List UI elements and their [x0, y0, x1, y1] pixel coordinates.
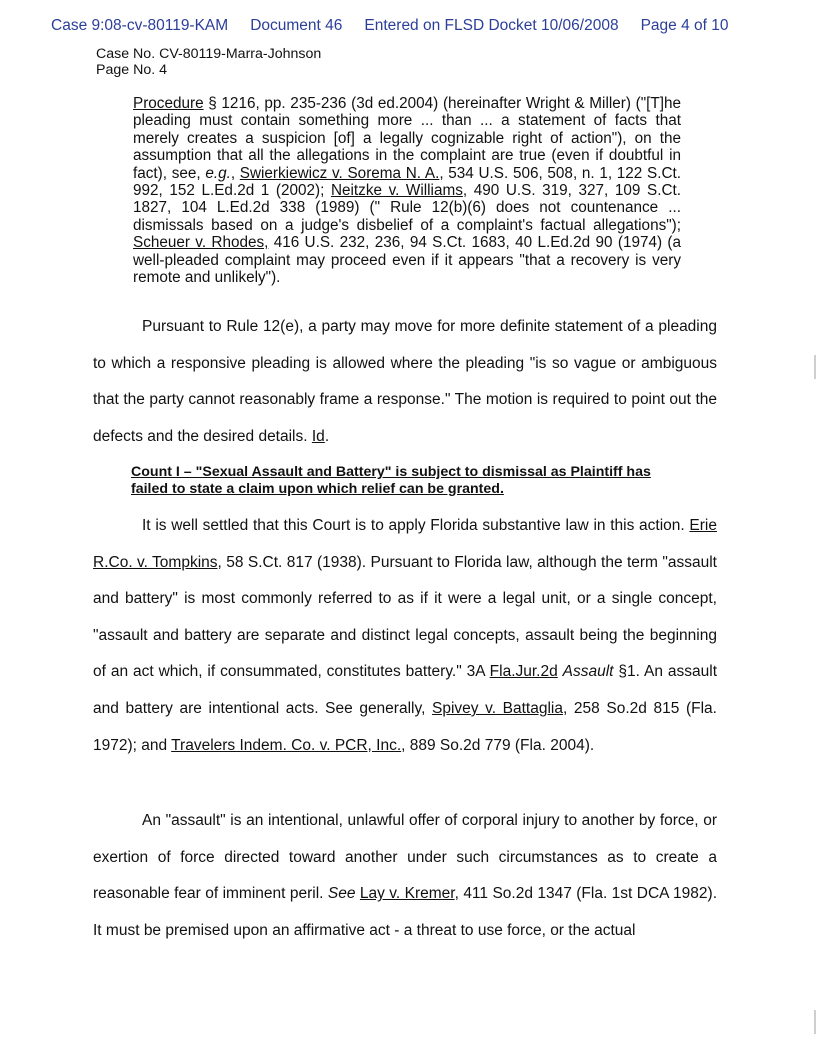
citation-travelers: Travelers Indem. Co. v. PCR, Inc.: [171, 736, 402, 754]
blockquote-text-4: , 490 U.S. 319, 327, 109 S.Ct. 1827, 104 L.Ed.2d 338 (1989) (" Rule 12(b)(6) does not countenance ... dismissals based on a judge's disbelief of a complaint's factual allegations");: [133, 182, 681, 234]
citation-procedure: Procedure: [133, 95, 204, 112]
para2-text-5: , 889 So.2d 779 (Fla. 2004).: [401, 736, 595, 754]
para2-text-4: , 258 So.2d 815 (Fla. 1972); and: [93, 699, 717, 754]
citation-fla-jur: Fla.Jur.2d: [489, 663, 558, 681]
paragraph-florida-law: [93, 508, 717, 764]
para2-text-3: §1. An assault and battery are intentional acts. See generally,: [93, 663, 718, 717]
paragraph-rule-12e: [93, 309, 717, 455]
see-italic: See: [327, 885, 356, 903]
citation-erie: Erie R.Co. v. Tompkins: [93, 517, 717, 571]
stamp-docket-entry: Entered on FLSD Docket 10/06/2008: [364, 17, 619, 34]
citation-neitzke: Neitzke v. Williams: [330, 182, 463, 200]
citation-swierkiewicz: Swierkiewicz v. Sorema N. A.: [239, 164, 440, 182]
para1-text: Pursuant to Rule 12(e), a party may move for more definite statement of a pleading to which a responsive pleading is allowed where the pleading "is so vague or ambiguous that the party cannot reasonably frame a response." The motion is required to point out the defects and the desired details.: [93, 318, 717, 445]
blockquote-text-2: ,: [230, 164, 240, 182]
para2-text-2: , 58 S.Ct. 817 (1938). Pursuant to Florida law, although the term "assault and battery" is most commonly referred to as if it were a legal unit, or a single concept, "assault and battery are separate and distinct legal concepts, assault being the beginning of an act which, if consummated, constitutes battery." 3A: [93, 553, 717, 681]
para3-text-1: An "assault" is an intentional, unlawful offer of corporal injury to another by force, or exertion of force directed toward another under such circumstances as to create a reasonable fear of imminent peril.: [93, 812, 717, 903]
stamp-document-number: Document 46: [250, 17, 343, 34]
quoted-citation-block: [133, 95, 681, 286]
blockquote-text-5: 416 U.S. 232, 236, 94 S.Ct. 1683, 40 L.Ed.2d 90 (1974) (a well-pleaded complaint may proceed even if it appears "that a recovery is very remote and unlikely").: [133, 234, 681, 287]
stamp-case-number: Case 9:08-cv-80119-KAM: [51, 17, 229, 34]
citation-lay: Lay v. Kremer: [359, 885, 455, 903]
blockquote-text-3: , 534 U.S. 506, 508, n. 1, 122 S.Ct. 992, 152 L.Ed.2d 1 (2002);: [133, 164, 682, 200]
case-number-line: Case No. CV-80119-Marra-Johnson: [96, 46, 322, 62]
para3-text-2: , 411 So.2d 1347 (Fla. 1st DCA 1982). It must be premised upon an affirmative act - a threat to use force, or the actual: [93, 885, 717, 939]
citation-id: Id: [311, 427, 325, 445]
paragraph-assault-definition: [93, 803, 717, 949]
para1-end: .: [324, 427, 330, 445]
assault-italic: Assault: [562, 663, 614, 681]
citation-scheuer: Scheuer v. Rhodes,: [133, 234, 269, 252]
citation-spivey: Spivey v. Battaglia: [432, 699, 563, 717]
page-number-line: Page No. 4: [96, 62, 167, 78]
case-info-header: [96, 46, 321, 78]
blockquote-text-1: § 1216, pp. 235-236 (3d ed.2004) (hereinafter Wright & Miller) ("[T]he pleading must contain something more ... than ... a statement of facts that merely creates a suspicion [of] a legally cognizable right of action"), on the assumption that all the allegations in the complaint are true (even if doubtful in fact), see,: [133, 95, 681, 182]
ecf-header-stamp: [51, 17, 816, 35]
section-heading-count-i: Count I – "Sexual Assault and Battery" is subject to dismissal as Plaintiff has failed to state a claim upon which relief can be granted.: [131, 464, 651, 497]
para2-text-1: It is well settled that this Court is to apply Florida substantive law in this action.: [142, 517, 690, 534]
blockquote-eg: e.g.: [205, 164, 231, 182]
stamp-page-count: Page 4 of 10: [640, 17, 729, 34]
